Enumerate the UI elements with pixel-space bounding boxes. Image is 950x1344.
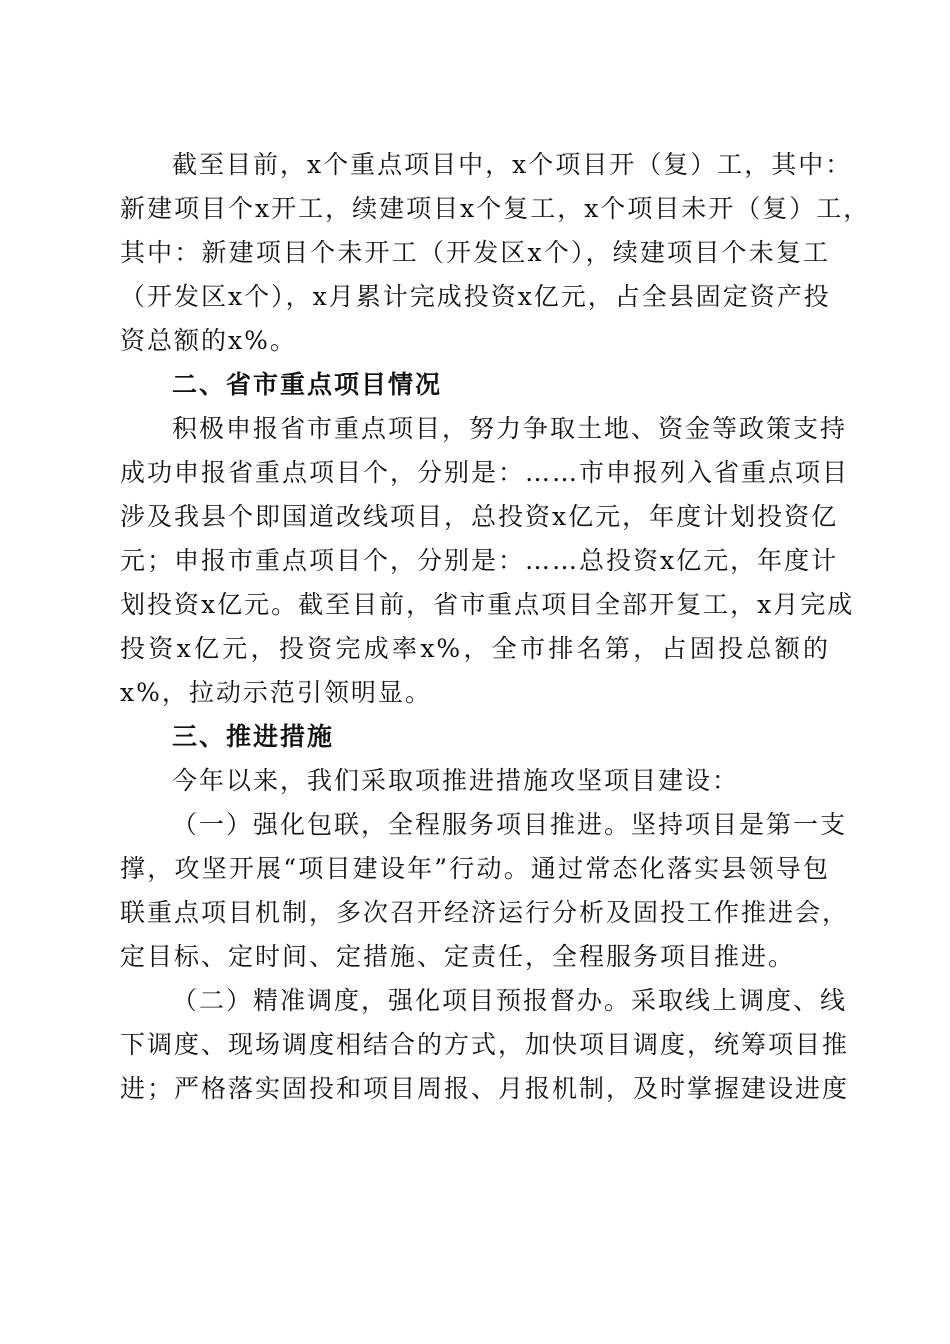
paragraph-measure-two (120, 979, 850, 1111)
text-line: （二）精准调度，强化项目预报督办。采取线上调度、线 (172, 986, 848, 1015)
section-heading-key-projects: 二、省市重点项目情况 (172, 370, 443, 399)
text-line: 成功申报省重点项目个，分别是：……市申报列入省重点项目 (120, 458, 850, 487)
text-line: 其中：新建项目个未开工（开发区x个），续建项目个未复工 (120, 238, 830, 267)
text-line: 涉及我县个即国道改线项目，总投资x亿元，年度计划投资亿 (120, 502, 839, 531)
text-line: 今年以来，我们采取项推进措施攻坚项目建设： (172, 766, 740, 795)
text-line: 定目标、定时间、定措施、定责任，全程服务项目推进。 (120, 942, 796, 971)
text-line: 资总额的x%。 (120, 326, 297, 355)
text-line: 新建项目个x开工，续建项目x个复工，x个项目未开（复）工， (120, 194, 871, 223)
text-line: 划投资x亿元。截至目前，省市重点项目全部开复工，x月完成 (120, 590, 855, 619)
text-line: 进；严格落实固投和项目周报、月报机制，及时掌握建设进度 (120, 1074, 850, 1103)
paragraph-measure-one (120, 803, 850, 979)
text-line: 联重点项目机制，多次召开经济运行分析及固投工作推进会， (120, 898, 850, 927)
paragraph-measures-intro (120, 759, 830, 803)
paragraph-progress-summary (120, 143, 871, 363)
text-line: 撑，攻坚开展“项目建设年”行动。通过常态化落实县领导包 (120, 854, 830, 883)
section-heading-measures: 三、推进措施 (172, 722, 335, 751)
text-line: 下调度、现场调度相结合的方式，加快项目调度，统筹项目推 (120, 1030, 850, 1059)
document-body (120, 143, 871, 1111)
text-line: 截至目前，x个重点项目中，x个项目开（复）工，其中： (172, 150, 853, 179)
text-line: 元；申报市重点项目个，分别是：……总投资x亿元，年度计 (120, 546, 839, 575)
text-line: x%，拉动示范引领明显。 (120, 678, 432, 707)
text-line: （开发区x个），x月累计完成投资x亿元，占全县固定资产投 (120, 282, 831, 311)
text-line: 积极申报省市重点项目，努力争取土地、资金等政策支持 (172, 414, 848, 443)
text-line: 投资x亿元，投资完成率x%，全市排名第，占固投总额的 (120, 634, 830, 663)
text-line: （一）强化包联，全程服务项目推进。坚持项目是第一支 (172, 810, 848, 839)
paragraph-key-projects (120, 407, 855, 715)
